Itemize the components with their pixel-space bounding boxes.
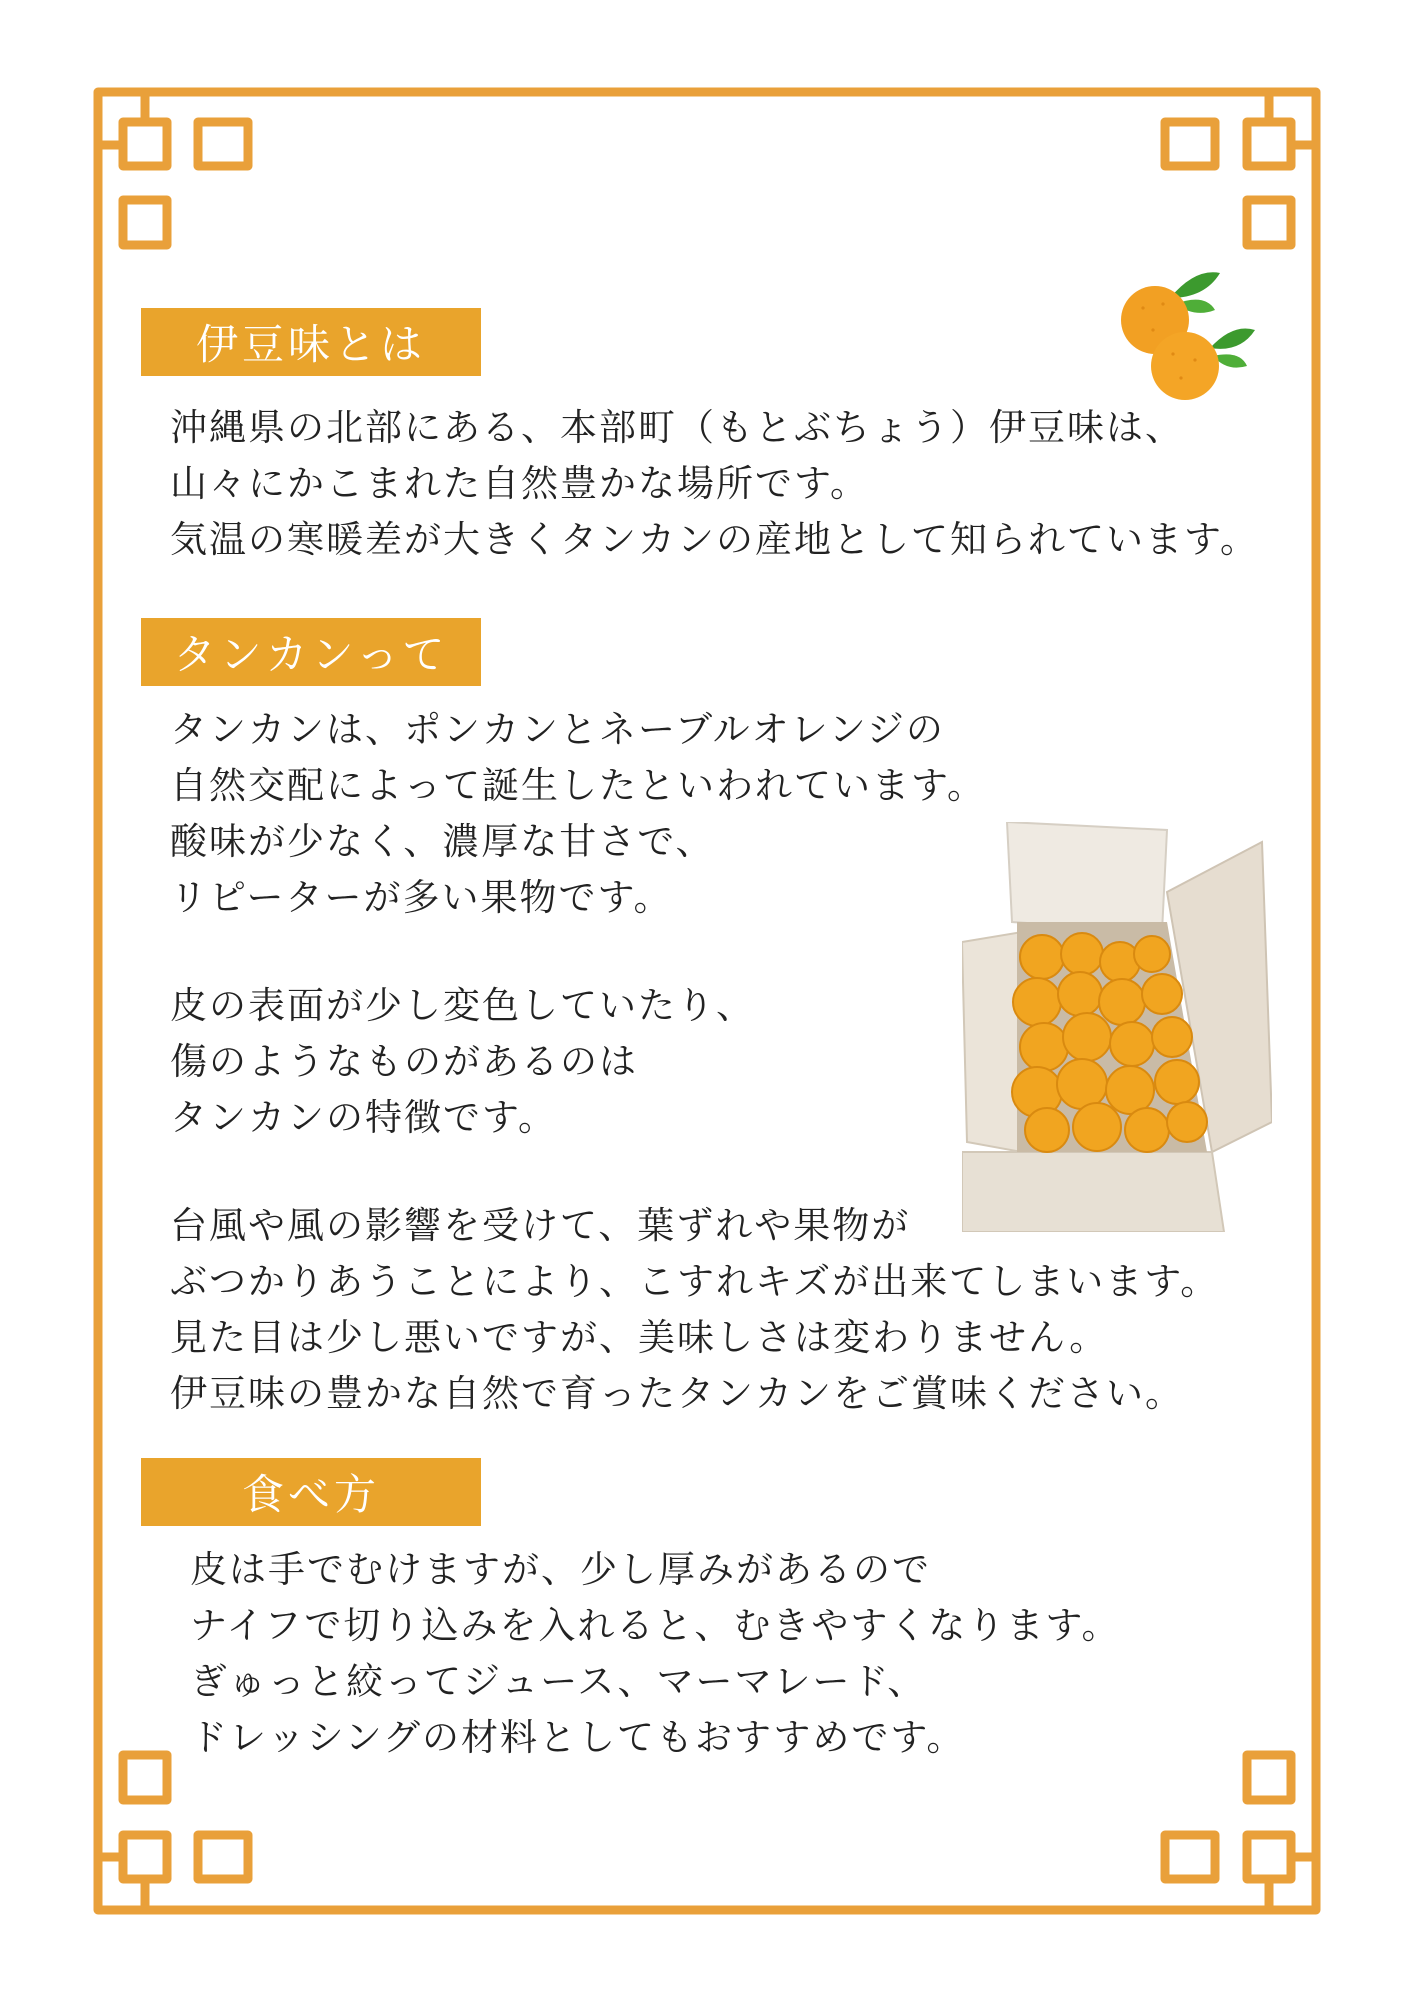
- text-line: ぶつかりあうことにより、こすれキズが出来てしまいます。: [170, 1260, 1220, 1303]
- box-of-tankan-photo: [962, 822, 1272, 1232]
- section-heading-izumi: 伊豆味とは: [141, 308, 481, 376]
- text-line: タンカンは、ポンカンとネーブルオレンジの: [170, 708, 945, 751]
- text-line: ぎゅっと絞ってジュース、マーマレード、: [190, 1660, 927, 1703]
- text-line: 沖縄県の北部にある、本部町（もとぶちょう）伊豆味は、: [170, 406, 1184, 449]
- text-line: 見た目は少し悪いですが、美味しさは変わりません。: [170, 1316, 1109, 1359]
- text-line: ナイフで切り込みを入れると、むきやすくなります。: [190, 1604, 1121, 1647]
- section-text-tankan-1: [170, 702, 986, 926]
- text-line: リピーターが多い果物です。: [170, 876, 673, 919]
- text-line: 皮は手でむけますが、少し厚みがあるので: [190, 1548, 931, 1591]
- text-line: 皮の表面が少し変色していたり、: [170, 984, 755, 1027]
- text-line: 台風や風の影響を受けて、葉ずれや果物が: [170, 1204, 911, 1247]
- text-line: タンカンの特徴です。: [170, 1096, 558, 1139]
- text-line: 気温の寒暖差が大きくタンカンの産地として知られています。: [170, 518, 1260, 561]
- section-text-how-to-eat: [190, 1542, 1120, 1766]
- text-line: 酸味が少なく、濃厚な甘さで、: [170, 820, 715, 863]
- section-text-izumi: [170, 400, 1259, 568]
- section-heading-how-to-eat: 食べ方: [141, 1458, 481, 1526]
- text-line: 山々にかこまれた自然豊かな場所です。: [170, 462, 870, 505]
- two-tankan-oranges-icon: [1115, 268, 1255, 403]
- text-line: 伊豆味の豊かな自然で育ったタンカンをご賞味ください。: [170, 1372, 1184, 1415]
- section-heading-tankan: タンカンって: [141, 618, 481, 686]
- text-line: 傷のようなものがあるのは: [170, 1040, 638, 1083]
- text-line: ドレッシングの材料としてもおすすめです。: [190, 1716, 966, 1759]
- section-text-tankan-2: [170, 978, 755, 1146]
- text-line: 自然交配によって誕生したといわれています。: [170, 764, 987, 807]
